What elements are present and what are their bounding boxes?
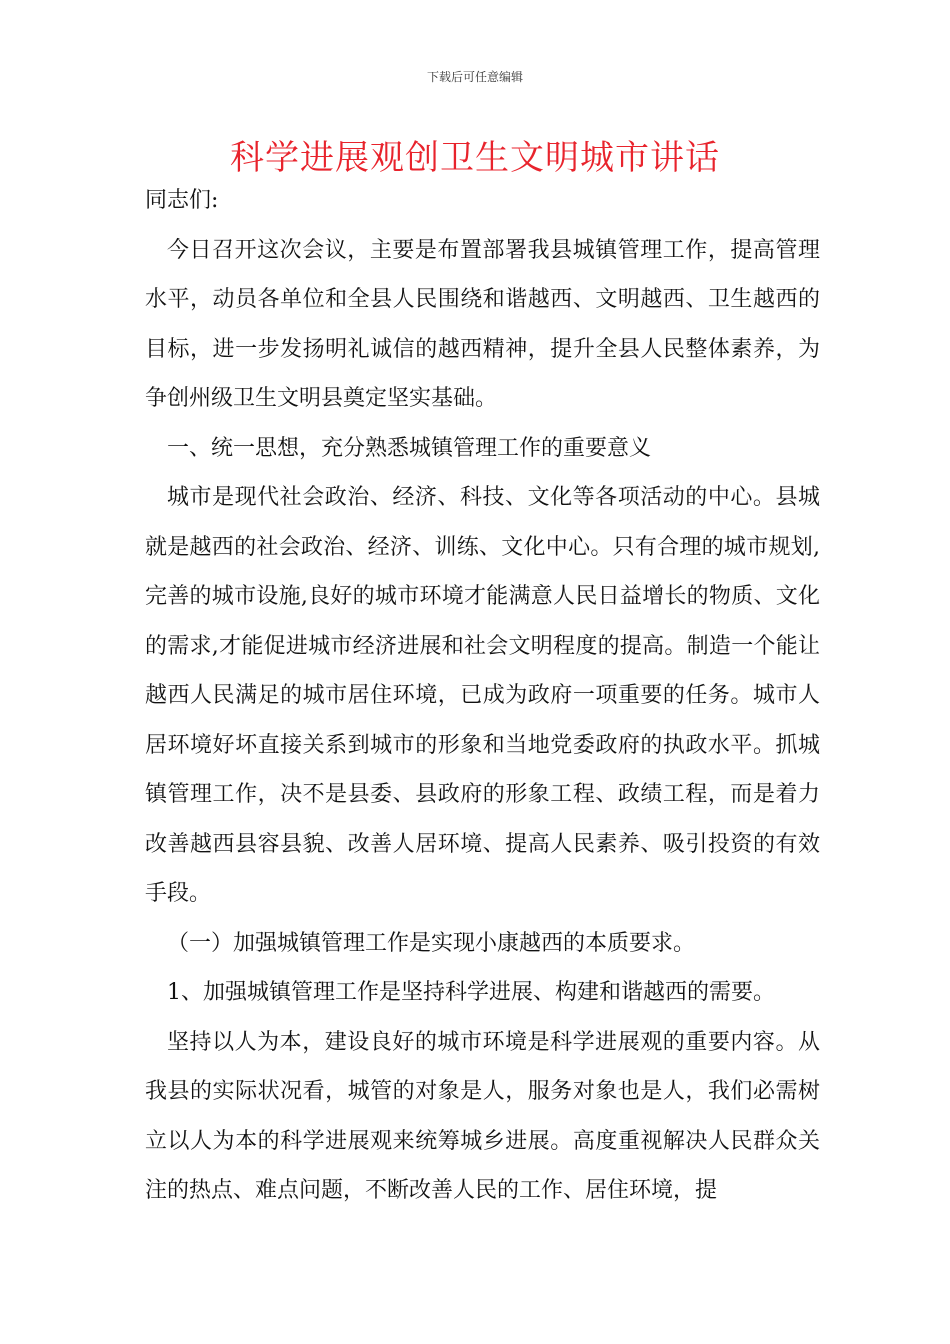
paragraph-intro: 今日召开这次会议，主要是布置部署我县城镇管理工作，提高管理水平，动员各单位和全县人民围绕和谐越西、文明越西、卫生越西的目标，进一步发扬明礼诚信的越西精神，提升全县人民整体素养，为争创州级卫生文明县奠定坚实基础。: [145, 237, 820, 411]
subsection-heading-1: （一）加强城镇管理工作是实现小康越西的本质要求。: [167, 930, 696, 956]
paragraph-city-role: 城市是现代社会政治、经济、科技、文化等各项活动的中心。县城就是越西的社会政治、经济、训练、文化中心。只有合理的城市规划,完善的城市设施,良好的城市环境才能满意人民日益增长的物质、文化的需求,才能促进城市经济进展和社会文明程度的提高。制造一个能让越西人民满足的城市居住环境，已成为政府一项重要的任务。城市人居环境好坏直接关系到城市的形象和当地党委政府的执政水平。抓城镇管理工作，决不是县委、县政府的形象工程、政绩工程，而是着力改善越西县容县貌、改善人居环境、提高人民素养、吸引投资的有效手段。: [145, 485, 820, 906]
point-heading-1: 1、加强城镇管理工作是坚持科学进展、构建和谐越西的需要。: [167, 980, 775, 1005]
section-heading-1: 一、统一思想，充分熟悉城镇管理工作的重要意义: [167, 435, 652, 461]
header-note: 下载后可任意编辑: [426, 70, 523, 84]
salutation: 同志们:: [145, 188, 219, 213]
paragraph-people-first: 坚持以人为本，建设良好的城市环境是科学进展观的重要内容。从我县的实际状况看，城管的对象是人，服务对象也是人，我们必需树立以人为本的科学进展观来统筹城乡进展。高度重视解决人民群众关注的热点、难点问题，不断改善人民的工作、居住环境，提: [145, 1029, 820, 1203]
document-body: [145, 176, 820, 1216]
document-title: 科学进展观创卫生文明城市讲话: [230, 138, 720, 178]
